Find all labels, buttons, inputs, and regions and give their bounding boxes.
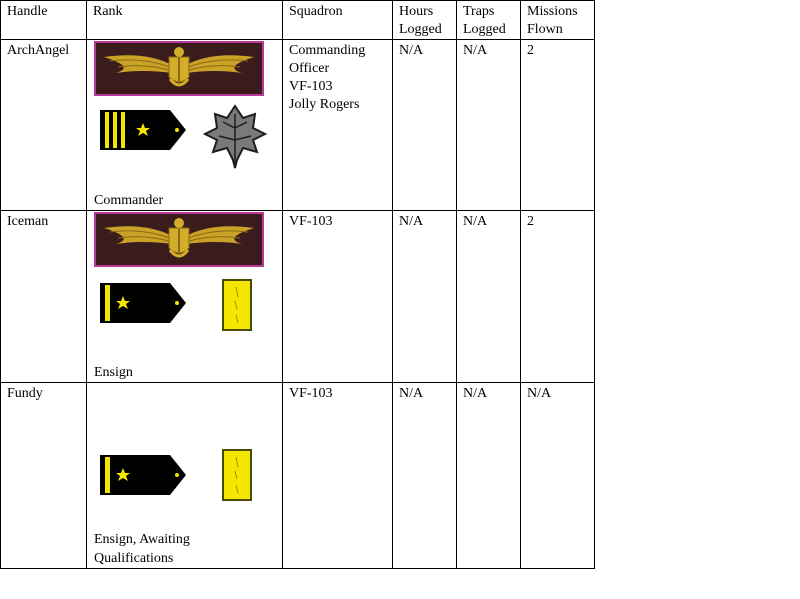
header-traps-line2: Logged: [463, 22, 506, 37]
squadron-line: VF-103: [289, 214, 333, 229]
traps-cell: N/A: [457, 211, 521, 383]
gold-bar-icon: [222, 449, 252, 501]
header-hours: [393, 1, 457, 40]
hours-cell: N/A: [393, 383, 457, 569]
squadron-line: Officer: [289, 61, 330, 76]
squadron-line: VF-103: [289, 79, 333, 94]
header-squadron: Squadron: [283, 1, 393, 40]
squadron-cell: [283, 383, 393, 569]
rank-label: [94, 530, 190, 568]
table-row: [1, 40, 595, 211]
oak-leaf-icon: [203, 104, 267, 170]
rank-cell: [87, 40, 283, 211]
missions-cell: N/A: [521, 383, 595, 569]
header-missions-line1: Missions: [527, 4, 578, 19]
rank-label-line: Qualifications: [94, 551, 174, 566]
header-missions: [521, 1, 595, 40]
missions-cell: 2: [521, 211, 595, 383]
header-row: [1, 1, 595, 40]
missions-cell: 2: [521, 40, 595, 211]
table-row: [1, 211, 595, 383]
header-rank: Rank: [87, 1, 283, 40]
squadron-cell: [283, 40, 393, 211]
handle-cell: Iceman: [1, 211, 87, 383]
header-traps: [457, 1, 521, 40]
rank-label-line: Ensign, Awaiting: [94, 532, 190, 547]
handle-cell: Fundy: [1, 383, 87, 569]
rank-label: Commander: [94, 193, 164, 208]
hours-cell: N/A: [393, 40, 457, 211]
rank-cell: [87, 383, 283, 569]
handle-cell: ArchAngel: [1, 40, 87, 211]
rank-label: Ensign: [94, 365, 133, 380]
rank-cell: [87, 211, 283, 383]
gold-bar-icon: [222, 279, 252, 331]
squadron-line: Commanding: [289, 43, 366, 58]
header-traps-line1: Traps: [463, 4, 495, 19]
table-row: [1, 383, 595, 569]
hours-cell: N/A: [393, 211, 457, 383]
squadron-line: VF-103: [289, 386, 333, 401]
commander-shoulder-board-icon: [100, 110, 186, 150]
aviator-wings-icon: [94, 41, 264, 96]
header-missions-line2: Flown: [527, 22, 563, 37]
aviator-wings-icon: [94, 212, 264, 267]
ensign-shoulder-board-icon: [100, 455, 186, 495]
header-handle: Handle: [1, 1, 87, 40]
traps-cell: N/A: [457, 383, 521, 569]
header-hours-line2: Logged: [399, 22, 442, 37]
squadron-cell: [283, 211, 393, 383]
traps-cell: N/A: [457, 40, 521, 211]
squadron-line: Jolly Rogers: [289, 97, 360, 112]
ensign-shoulder-board-icon: [100, 283, 186, 323]
header-hours-line1: Hours: [399, 4, 434, 19]
